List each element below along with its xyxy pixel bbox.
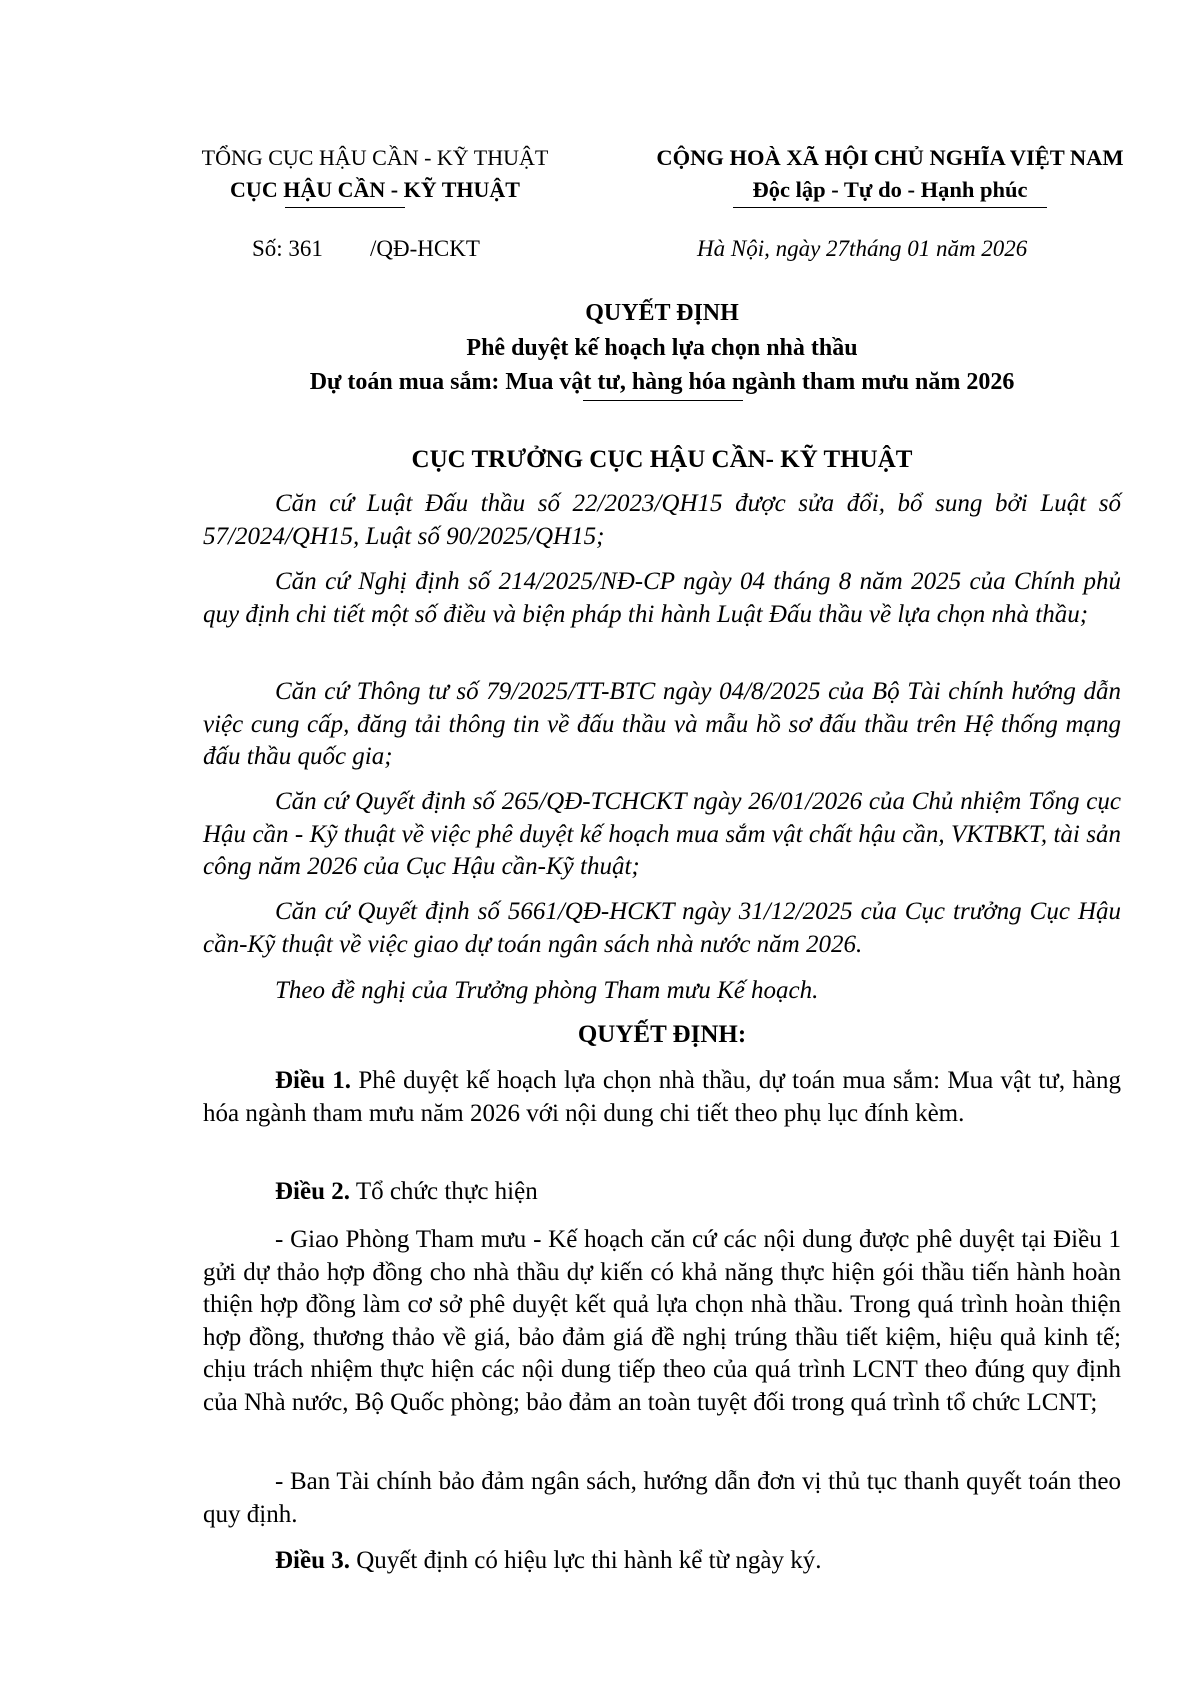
document-type: QUYẾT ĐỊNH	[585, 300, 739, 326]
legal-basis-3: Căn cứ Thông tư số 79/2025/TT-BTC ngày 04/8/2025 của Bộ Tài chính hướng dẫn việc cung cấp, đăng tải thông tin về đấu thầu và mẫu hồ sơ đấu thầu trên Hệ thống mạng đấu thầu quốc gia;	[203, 678, 1121, 770]
title-underline	[583, 400, 743, 401]
motto-underline	[733, 207, 1047, 208]
legal-basis-1: Căn cứ Luật Đấu thầu số 22/2023/QH15 được sửa đổi, bổ sung bởi Luật số 57/2024/QH15, Luật số 90/2025/QH15;	[203, 490, 1121, 550]
document-number-suffix: /QĐ-HCKT	[370, 236, 480, 261]
country-name: CỘNG HOÀ XÃ HỘI CHỦ NGHĨA VIỆT NAM	[656, 145, 1124, 170]
article-3-label: Điều 3.	[275, 1547, 350, 1574]
article-3-text: Quyết định có hiệu lực thi hành kể từ ngày ký.	[356, 1547, 822, 1574]
legal-basis-4: Căn cứ Quyết định số 265/QĐ-TCHCKT ngày 26/01/2026 của Chủ nhiệm Tổng cục Hậu cần - Kỹ thuật về việc phê duyệt kế hoạch mua sắm vật chất hậu cần, VKTBKT, tài sản công năm 2026 của Cục Hậu cần-Kỹ thuật;	[203, 788, 1121, 880]
document-subject-detail: Dự toán mua sắm: Mua vật tư, hàng hóa ngành tham mưu năm 2026	[309, 369, 1015, 395]
proposal-basis: Theo đề nghị của Trưởng phòng Tham mưu Kế hoạch.	[275, 977, 819, 1004]
article-2	[203, 1176, 1121, 1209]
article-1-text: Phê duyệt kế hoạch lựa chọn nhà thầu, dự toán mua sắm: Mua vật tư, hàng hóa ngành tham mưu năm 2026 với nội dung chi tiết theo phụ lục đính kèm.	[203, 1067, 1122, 1127]
decides-heading: QUYẾT ĐỊNH:	[577, 1021, 747, 1048]
national-motto: Độc lập - Tự do - Hạnh phúc	[752, 177, 1028, 202]
article-1-label: Điều 1.	[275, 1067, 352, 1094]
place-date: Hà Nội, ngày 27tháng 01 năm 2026	[697, 236, 1028, 261]
agency-name: CỤC HẬU CẦN - KỸ THUẬT	[230, 177, 520, 202]
issuing-authority: CỤC TRƯỞNG CỤC HẬU CẦN- KỸ THUẬT	[411, 446, 913, 473]
agency-underline	[285, 207, 405, 208]
document-subject: Phê duyệt kế hoạch lựa chọn nhà thầu	[466, 335, 858, 361]
legal-basis-5: Căn cứ Quyết định số 5661/QĐ-HCKT ngày 31/12/2025 của Cục trưởng Cục Hậu cần-Kỹ thuật về việc giao dự toán ngân sách nhà nước năm 2026.	[203, 898, 1121, 958]
article-2-text: Tổ chức thực hiện	[355, 1178, 538, 1205]
article-3	[203, 1545, 1121, 1578]
article-2-item-1: - Giao Phòng Tham mưu - Kế hoạch căn cứ các nội dung được phê duyệt tại Điều 1 gửi dự thảo hợp đồng cho nhà thầu dự kiến có khả năng thực hiện gói thầu tiến hành hoàn thiện hợp đồng làm cơ sở phê duyệt kết quả lựa chọn nhà thầu. Trong quá trình hoàn thiện hợp đồng, thương thảo về giá, bảo đảm giá đề nghị trúng thầu tiết kiệm, hiệu quả kinh tế; chịu trách nhiệm thực hiện các nội dung tiếp theo của quá trình LCNT theo đúng quy định của Nhà nước, Bộ Quốc phòng; bảo đảm an toàn tuyệt đối trong quá trình tổ chức LCNT;	[203, 1226, 1121, 1416]
article-2-label: Điều 2.	[275, 1178, 350, 1205]
legal-basis-2: Căn cứ Nghị định số 214/2025/NĐ-CP ngày 04 tháng 8 năm 2025 của Chính phủ quy định chi tiết một số điều và biện pháp thi hành Luật Đấu thầu về lựa chọn nhà thầu;	[203, 568, 1121, 628]
document-number: Số: 361	[252, 236, 323, 261]
article-1	[203, 1065, 1121, 1130]
agency-parent: TỔNG CỤC HẬU CẦN - KỸ THUẬT	[201, 145, 549, 170]
article-2-item-2: - Ban Tài chính bảo đảm ngân sách, hướng dẫn đơn vị thủ tục thanh quyết toán theo quy định.	[203, 1468, 1121, 1528]
